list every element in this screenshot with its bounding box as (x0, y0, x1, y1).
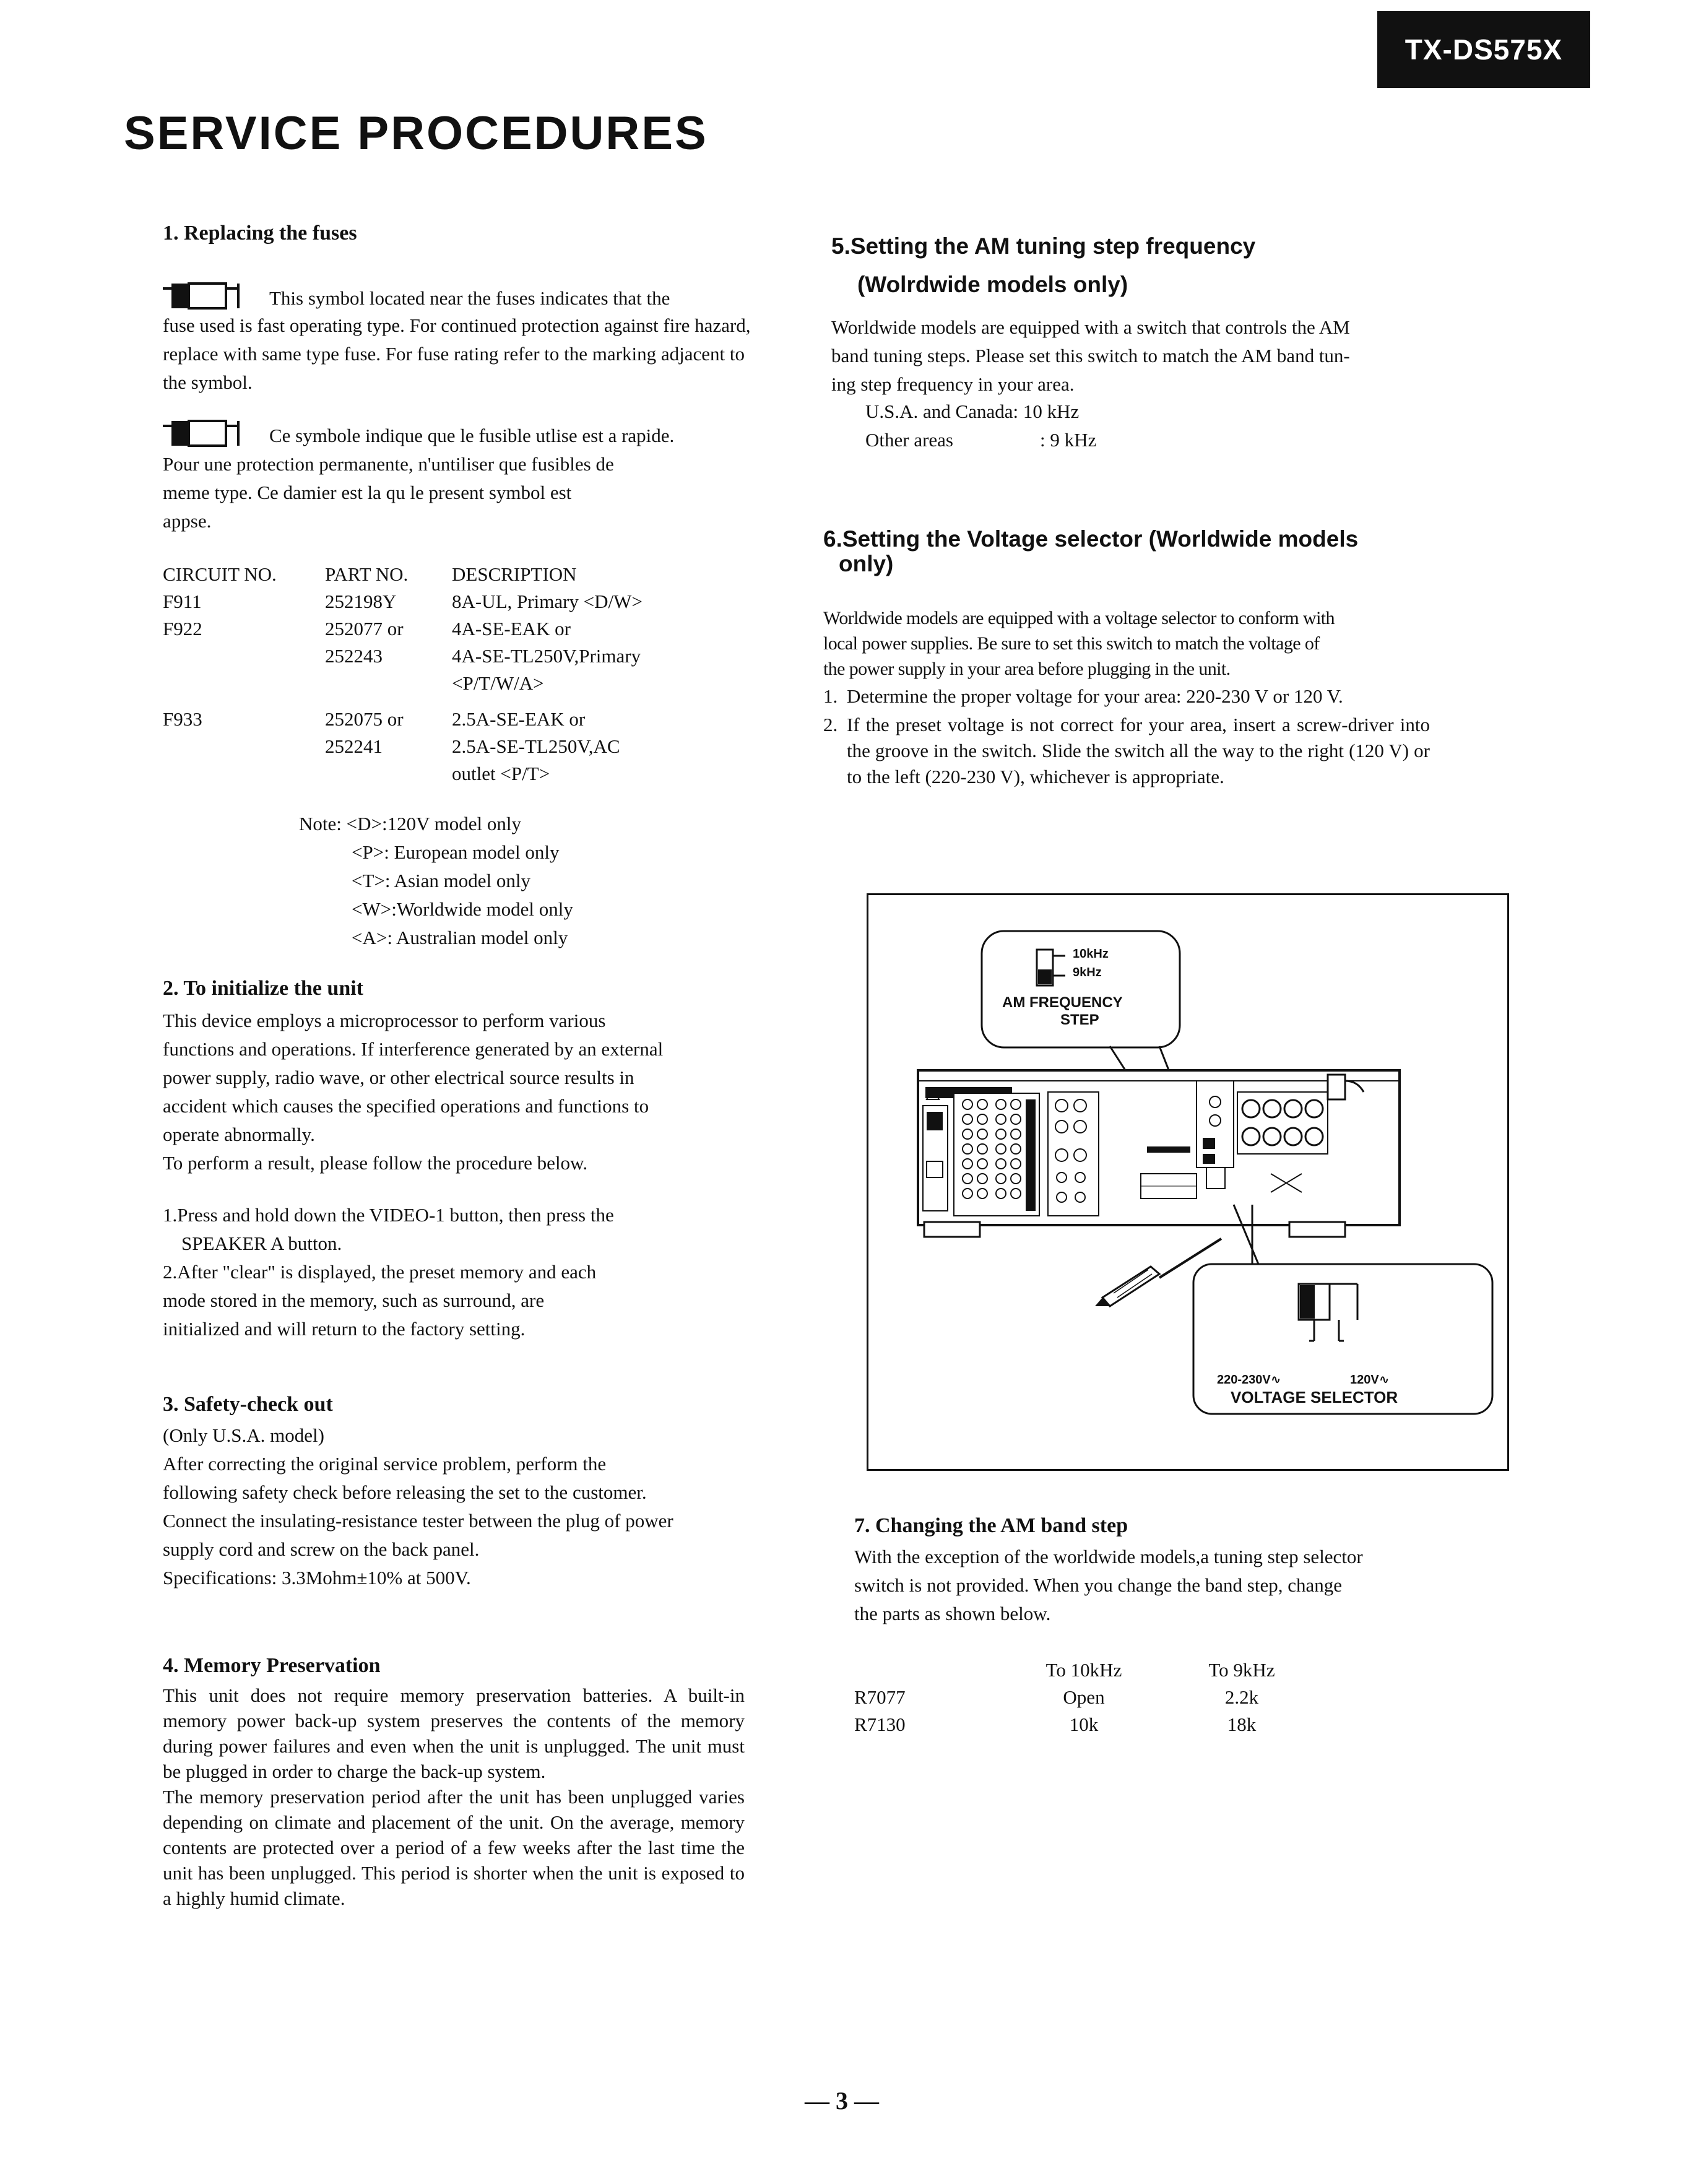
voltage-selector-title: VOLTAGE SELECTOR (1231, 1388, 1398, 1406)
area-name: U.S.A. and Canada (865, 401, 1013, 422)
table-header-cell: To 10kHz (1045, 1659, 1122, 1681)
table-header-cell: To 9kHz (1208, 1659, 1275, 1681)
table-cell: F933 (163, 708, 202, 730)
section-3-heading: 3. Safety-check out (163, 1393, 333, 1416)
voltage-220-label: 220-230V∿ (1217, 1373, 1281, 1387)
section-2-steps (163, 1201, 782, 1343)
body-line: the power supply in your area before plugging in the unit. (823, 659, 1231, 679)
note-item: <A>: Australian model only (352, 927, 568, 948)
table-cell: 252075 or (325, 708, 404, 730)
fuse-notice-en-rest: fuse used is fast operating type. For continued protection against fire hazard, replace with same type fuse. For fuse rating refer to the marking adjacent to the symbol. (163, 314, 751, 393)
section-6-intro (823, 605, 1473, 682)
table-row (163, 615, 643, 643)
body-line: ing step frequency in your area. (831, 373, 1075, 395)
body-line: Connect the insulating-resistance tester between the plug of power (163, 1510, 673, 1532)
table-row (163, 670, 643, 697)
body-line: accident which causes the specified operations and functions to (163, 1095, 649, 1117)
table-header-cell: PART NO. (325, 563, 409, 585)
table-header-row (854, 1657, 1297, 1684)
am-step-areas (865, 397, 1096, 454)
table-cell: 10k (1069, 1714, 1099, 1735)
area-separator: : (1040, 429, 1045, 451)
table-cell: 8A-UL, Primary <D/W> (452, 591, 643, 612)
table-row (854, 1684, 1297, 1711)
body-line: local power supplies. Be sure to set this switch to match the voltage of (823, 633, 1320, 654)
step-line: 1.Press and hold down the VIDEO-1 button, then press the (163, 1204, 614, 1226)
body-line: After correcting the original service problem, perform the (163, 1453, 607, 1475)
table-row (163, 760, 643, 787)
fuse-notice-french (163, 420, 757, 535)
table-row (163, 588, 643, 615)
table-cell: 4A-SE-EAK or (452, 618, 571, 639)
am-band-step-table (854, 1657, 1297, 1738)
section-7-heading: 7. Changing the AM band step (854, 1514, 1128, 1537)
table-cell (163, 670, 325, 697)
am-frequency-step-title-2: STEP (1060, 1012, 1099, 1028)
note-item: <P>: European model only (352, 841, 560, 863)
body-paragraph: This unit does not require memory preservation batteries. A built-in memory power back-up system preserves the contents of the memory during power failures and even when the unit is unplugged. The unit must be plugged in order to charge the back-up system. (163, 1684, 745, 1782)
fuse-notice-english (163, 282, 757, 397)
section-7-body (854, 1543, 1473, 1628)
table-cell: 2.5A-SE-EAK or (452, 708, 586, 730)
table-header-cell (854, 1657, 982, 1684)
area-frequency: 10 kHz (1023, 401, 1080, 422)
area-row (865, 426, 1096, 454)
table-cell: 252198Y (325, 591, 397, 612)
fuse-notice-fr-line: meme type. Ce damier est la qu le present symbol est (163, 482, 572, 503)
body-line: power supply, radio wave, or other electrical source results in (163, 1067, 634, 1088)
section-1-heading: 1. Replacing the fuses (163, 222, 357, 245)
area-frequency: 9 kHz (1050, 429, 1097, 451)
model-notes (299, 810, 521, 838)
voltage-120-label: 120V∿ (1350, 1373, 1390, 1387)
table-cell: 2.2k (1224, 1686, 1259, 1708)
fuse-notice-fr-line: Pour une protection permanente, n'untiliser que fusibles de (163, 453, 614, 475)
area-separator: : (1013, 401, 1019, 422)
table-header-cell: CIRCUIT NO. (163, 563, 277, 585)
list-text: Determine the proper voltage for your area: 220-230 V or 120 V. (847, 685, 1343, 707)
body-line: the parts as shown below. (854, 1603, 1051, 1624)
table-row (163, 697, 643, 733)
step-line: SPEAKER A button. (181, 1233, 342, 1254)
table-cell: R7130 (854, 1714, 906, 1735)
list-item (823, 683, 1430, 709)
step-line: initialized and will return to the factory setting. (163, 1318, 526, 1340)
page-number: — 3 — (805, 2087, 879, 2115)
fuse-parts-table (163, 561, 643, 787)
section-5-body (831, 313, 1475, 399)
fuse-notice-fr-line: appse. (163, 510, 212, 532)
model-number-badge: TX-DS575X (1377, 11, 1590, 88)
table-cell (163, 643, 325, 670)
page-title: SERVICE PROCEDURES (124, 107, 708, 160)
body-line: operate abnormally. (163, 1124, 315, 1145)
area-row (865, 397, 1096, 426)
list-number: 2. (823, 714, 838, 735)
table-row (163, 643, 643, 670)
step-line: mode stored in the memory, such as surround, are (163, 1289, 545, 1311)
am-frequency-step-title: AM FREQUENCY (1002, 994, 1123, 1011)
body-line: supply cord and screw on the back panel. (163, 1538, 480, 1560)
table-cell (163, 733, 325, 760)
model-notes-list (352, 838, 573, 952)
section-5-heading: 5.Setting the AM tuning step frequency (831, 233, 1256, 259)
notes-label: Note: (299, 813, 342, 834)
note-item: <T>: Asian model only (352, 870, 530, 891)
step-line: 2.After "clear" is displayed, the preset memory and each (163, 1261, 597, 1283)
table-cell: <P/T/W/A> (452, 672, 544, 694)
area-name: Other areas (865, 429, 953, 451)
body-line: Worldwide models are equipped with a switch that controls the AM (831, 316, 1350, 338)
table-cell: 252241 (325, 735, 383, 757)
table-cell: F922 (163, 618, 202, 639)
section-2-body (163, 1007, 782, 1177)
fast-fuse-symbol-icon (163, 420, 256, 447)
table-cell: outlet <P/T> (452, 763, 550, 784)
section-6-subheading: only) (839, 551, 894, 576)
body-paragraph: The memory preservation period after the unit has been unplugged varies depending on climate and placement of the unit. On the average, memory contents are protected over a period of a few weeks after the last time the unit has been unplugged. This period is shorter when the unit is exposed to a highly humid climate. (163, 1786, 745, 1909)
rear-panel-diagram (867, 893, 1509, 1471)
table-header-row (163, 561, 643, 588)
am-9khz-label: 9kHz (1073, 966, 1102, 979)
table-cell: 2.5A-SE-TL250V,AC (452, 735, 620, 757)
section-4-body (163, 1683, 745, 1911)
table-cell: F911 (163, 591, 202, 612)
fast-fuse-symbol-icon (163, 282, 256, 310)
table-header-cell: DESCRIPTION (452, 563, 577, 585)
table-cell: 4A-SE-TL250V,Primary (452, 645, 641, 667)
section-6-steps (823, 683, 1430, 790)
body-line: With the exception of the worldwide models,a tuning step selector (854, 1546, 1363, 1567)
table-cell: 18k (1227, 1714, 1257, 1735)
table-cell (325, 760, 452, 787)
table-cell: R7077 (854, 1686, 906, 1708)
table-row (854, 1711, 1297, 1738)
table-cell (325, 670, 452, 697)
section-5-subheading: (Wolrdwide models only) (857, 272, 1128, 297)
body-line: (Only U.S.A. model) (163, 1424, 324, 1446)
note-item: <D>:120V model only (346, 813, 522, 834)
body-line: To perform a result, please follow the procedure below. (163, 1152, 588, 1174)
section-4-heading: 4. Memory Preservation (163, 1654, 381, 1677)
body-line: band tuning steps. Please set this switch to match the AM band tun- (831, 345, 1350, 366)
table-cell (163, 760, 325, 787)
table-cell: 252243 (325, 645, 383, 667)
section-2-heading: 2. To initialize the unit (163, 977, 363, 1000)
table-cell: Open (1063, 1686, 1105, 1708)
receiver-rear-panel-illustration (868, 895, 1507, 1469)
table-cell: 252077 or (325, 618, 404, 639)
body-line: Worldwide models are equipped with a voltage selector to conform with (823, 608, 1335, 628)
list-number: 1. (823, 685, 838, 707)
note-item: <W>:Worldwide model only (352, 898, 573, 920)
body-line: functions and operations. If interference generated by an external (163, 1038, 664, 1060)
list-text: If the preset voltage is not correct for your area, insert a screw-driver into the groove in the switch. Slide the switch all the way to the right (120 V) or to the left (220-230 V), whichever is appropriate. (847, 714, 1430, 787)
body-line: switch is not provided. When you change the band step, change (854, 1574, 1343, 1596)
am-10khz-label: 10kHz (1073, 947, 1109, 961)
body-line: This device employs a microprocessor to perform various (163, 1010, 606, 1031)
section-3-body (163, 1421, 782, 1592)
table-row (163, 733, 643, 760)
list-item (823, 712, 1430, 790)
body-line: following safety check before releasing the set to the customer. (163, 1481, 647, 1503)
safety-spec-line: Specifications: 3.3Mohm±10% at 500V. (163, 1567, 471, 1588)
fuse-notice-fr-line-1: Ce symbole indique que le fusible utlise est a rapide. (269, 425, 675, 446)
fuse-notice-en-line-1: This symbol located near the fuses indicates that the (269, 287, 670, 309)
section-6-heading: 6.Setting the Voltage selector (Worldwide models (823, 526, 1359, 552)
